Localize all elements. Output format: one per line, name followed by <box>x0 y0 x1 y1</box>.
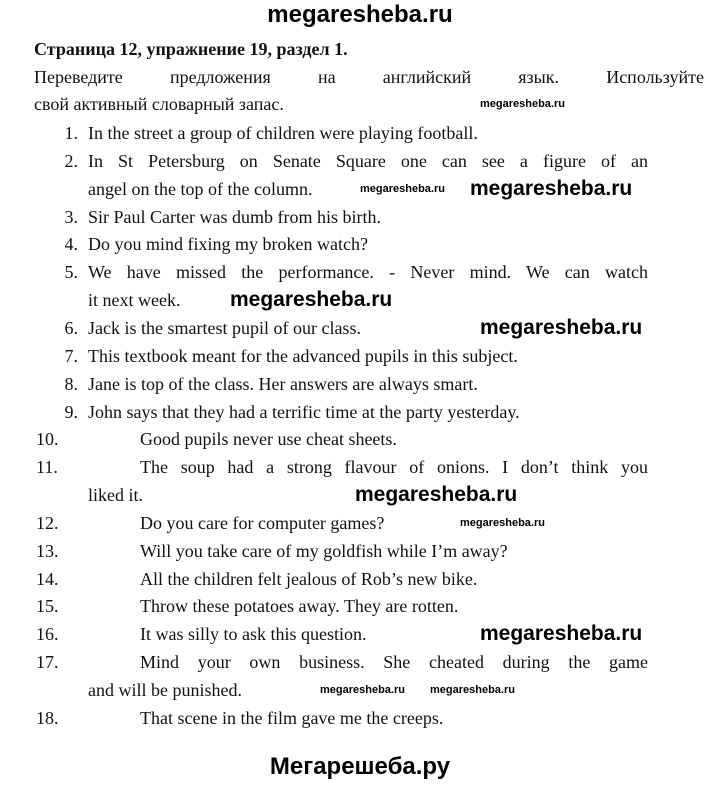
item-number: 14. <box>36 568 59 589</box>
sentence-line: In the street a group of children were playing football. <box>88 123 478 143</box>
item-number: 15. <box>36 596 59 617</box>
watermark: megaresheba.ru <box>480 622 643 645</box>
instruction-line-1: Переведите предложения на английский язык. Используйте <box>34 67 704 87</box>
item-number: 2. <box>64 150 78 171</box>
item-number: 7. <box>64 345 78 366</box>
sentence-line: liked it. <box>88 485 143 506</box>
sentence-line: angel on the top of the column. <box>88 178 313 199</box>
item-number: 3. <box>64 206 78 227</box>
sentence-line: The soup had a strong flavour of onions. I don’t think you <box>140 457 648 478</box>
watermark: megaresheba.ru <box>460 517 545 529</box>
sentence-line: Good pupils never use cheat sheets. <box>140 429 397 450</box>
item-number: 12. <box>36 512 59 533</box>
item-number: 13. <box>36 540 59 561</box>
sentence-line: and will be punished. <box>88 680 242 700</box>
item-number: 9. <box>64 401 78 422</box>
sentence-line: Jack is the smartest pupil of our class. <box>88 317 361 338</box>
watermark: megaresheba.ru <box>470 177 633 200</box>
sentence-line: We have missed the performance. - Never mind. We can watch <box>88 262 648 283</box>
watermark: megaresheba.ru <box>320 684 405 696</box>
sentence-line: All the children felt jealous of Rob’s new bike. <box>140 568 478 589</box>
watermark: megaresheba.ru <box>360 183 445 195</box>
sentence-line: It was silly to ask this question. <box>140 624 367 645</box>
watermark: megaresheba.ru <box>230 288 393 311</box>
item-number: 11. <box>36 457 58 478</box>
item-number: 16. <box>36 624 59 645</box>
sentence-line: John says that they had a terrific time at the party yesterday. <box>88 401 520 422</box>
item-number: 4. <box>64 234 78 255</box>
sentence-line: Mind your own business. She cheated during the game <box>140 652 648 673</box>
item-number: 10. <box>36 429 59 450</box>
sentence-line: it next week. <box>88 290 181 311</box>
sentence-line: This textbook meant for the advanced pupils in this subject. <box>88 345 518 366</box>
item-number: 6. <box>64 317 78 338</box>
sentence-line: Jane is top of the class. Her answers are always smart. <box>88 373 478 394</box>
instruction-line-2: свой активный словарный запас. <box>34 94 284 114</box>
item-number: 5. <box>64 262 78 283</box>
sentence-line: That scene in the film gave me the creeps. <box>140 707 444 728</box>
sentence-line: Do you care for computer games? <box>140 512 385 533</box>
sentence-line: In St Petersburg on Senate Square one can see a figure of an <box>88 150 648 171</box>
sentence-line: Throw these potatoes away. They are rotten. <box>140 596 459 617</box>
sentence-line: Sir Paul Carter was dumb from his birth. <box>88 206 381 227</box>
page-heading: Страница 12, упражнение 19, раздел 1. <box>34 39 348 59</box>
watermark: megaresheba.ru <box>480 98 565 110</box>
watermark: megaresheba.ru <box>430 684 515 696</box>
watermark: megaresheba.ru <box>355 483 518 506</box>
watermark-bottom: Мегарешеба.ру <box>269 753 451 780</box>
item-number: 18. <box>36 707 59 728</box>
watermark: megaresheba.ru <box>480 316 643 339</box>
item-number: 1. <box>64 123 78 143</box>
sentence-line: Do you mind fixing my broken watch? <box>88 234 368 255</box>
sentence-line: Will you take care of my goldfish while I’m away? <box>140 540 508 561</box>
item-number: 8. <box>64 373 78 394</box>
item-number: 17. <box>36 652 59 673</box>
watermark-top: megaresheba.ru <box>267 1 453 28</box>
